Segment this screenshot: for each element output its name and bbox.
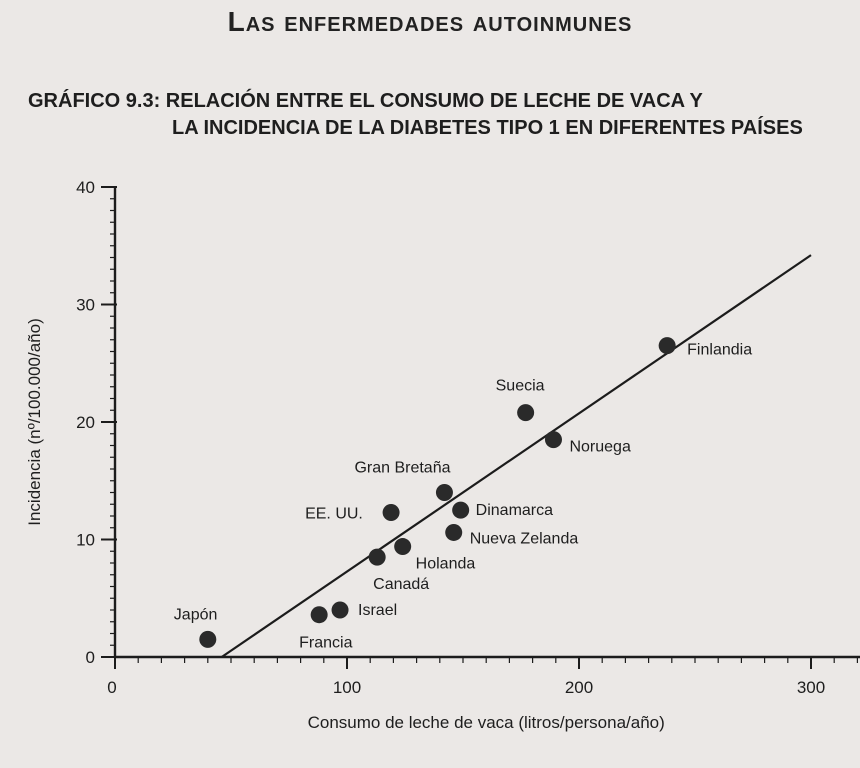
chart-title-line-1: GRÁFICO 9.3: RELACIÓN ENTRE EL CONSUMO DE LECHE DE VACA Y	[28, 90, 703, 112]
data-point	[311, 606, 328, 623]
data-point	[332, 602, 349, 619]
point-label: Gran Bretaña	[354, 459, 451, 477]
data-points	[199, 337, 675, 648]
chart-title-line-2: LA INCIDENCIA DE LA DIABETES TIPO 1 EN DIFERENTES PAÍSES	[172, 117, 803, 139]
y-tick-label: 30	[76, 295, 95, 315]
point-label: Israel	[358, 602, 398, 619]
x-tick-label: 200	[564, 678, 594, 697]
y-axis-label: Incidencia (nº/100.000/año)	[25, 318, 44, 526]
point-label: Francia	[299, 634, 353, 652]
data-point	[545, 431, 562, 448]
point-label: Noruega	[569, 438, 631, 456]
y-tick-label: 0	[85, 648, 95, 667]
y-tick-label: 10	[76, 530, 95, 550]
data-point	[394, 538, 411, 555]
data-point	[383, 504, 400, 521]
x-tick-label: 0	[107, 678, 117, 697]
point-labels	[174, 342, 752, 652]
y-tick-label: 40	[76, 178, 95, 197]
point-label: Holanda	[415, 555, 476, 573]
x-tick-label: 300	[796, 678, 826, 697]
y-tick-label: 20	[76, 413, 95, 432]
data-point	[199, 631, 216, 648]
axes	[115, 187, 860, 657]
data-point	[517, 404, 534, 421]
point-label: Finlandia	[687, 341, 753, 359]
data-point	[452, 502, 469, 519]
point-label: Dinamarca	[475, 502, 554, 520]
data-point	[369, 549, 386, 566]
trendline	[222, 255, 811, 657]
page-header: Las enfermedades autoinmunes	[227, 6, 633, 37]
data-point	[659, 337, 676, 354]
point-label: EE. UU.	[305, 505, 363, 523]
point-label: Japón	[173, 606, 218, 624]
data-point	[445, 524, 462, 541]
point-label: Canadá	[373, 576, 430, 594]
x-axis-label: Consumo de leche de vaca (litros/persona/año)	[307, 713, 665, 732]
data-point	[436, 484, 453, 501]
x-tick-label: 100	[332, 678, 362, 697]
point-label: Suecia	[495, 377, 545, 395]
point-label: Nueva Zelanda	[469, 530, 579, 548]
